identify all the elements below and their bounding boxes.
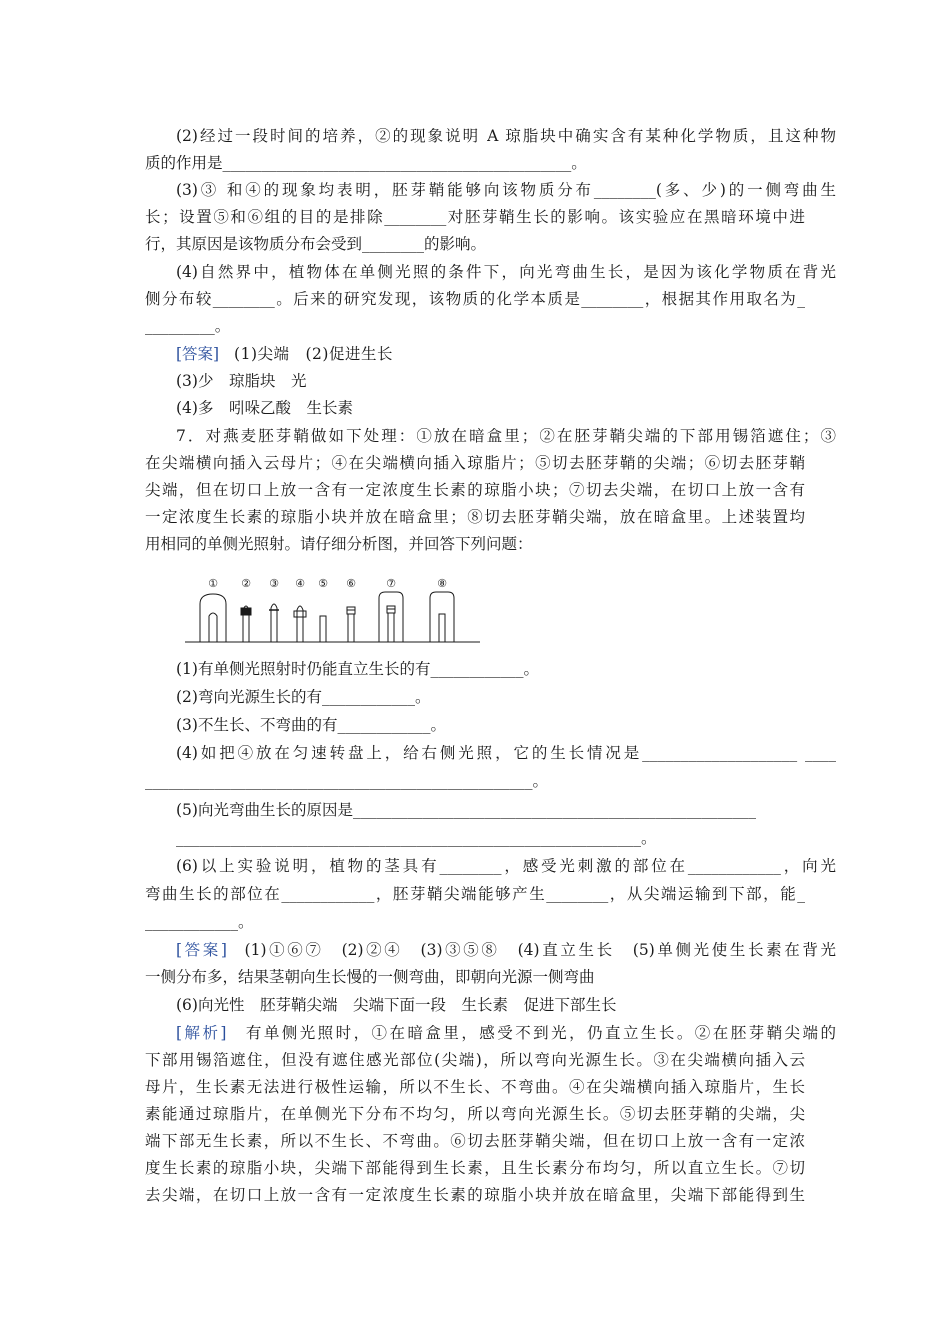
coleoptile-7 xyxy=(388,613,394,642)
q7-answer-line3: (6)向光性 胚芽鞘尖端 尖端下面一段 生长素 促进下部生长 xyxy=(176,996,617,1014)
answer-tag: [答案] xyxy=(176,345,220,363)
coleoptile-experiment-figure xyxy=(180,570,490,650)
q6-part3-line3: 行，其原因是该物质分布会受到________的影响。 xyxy=(145,235,487,253)
q6-part2-line1: (2)经过一段时间的培养，②的现象说明 A 琼脂块中确实含有某种化学物质，且这种物 xyxy=(176,127,836,145)
q7-sub1: (1)有单侧光照射时仍能直立生长的有____________。 xyxy=(176,660,539,678)
q7-answer-line2: 一侧分布多，结果茎朝向生长慢的一侧弯曲，即朝向光源一侧弯曲 xyxy=(145,968,595,986)
dark-box-7 xyxy=(379,592,403,642)
q7-analysis-line1 xyxy=(176,1023,836,1043)
q6-answer-text-1: (1)尖端 (2)促进生长 xyxy=(234,345,393,363)
q6-answer-line3: (4)多 吲哚乙酸 生长素 xyxy=(176,399,353,417)
q7-analysis-line7: 去尖端，在切口上放一含有一定浓度生长素的琼脂小块并放在暗盒里，尖端下部能得到生 xyxy=(145,1186,805,1204)
q7-analysis-line3: 母片，生长素无法进行极性运输，所以不生长、不弯曲。④在尖端横向插入琼脂片，生长 xyxy=(145,1078,805,1096)
q6-part4-line2: 侧分布较________。后来的研究发现，该物质的化学本质是________，根据其作用取名为_ xyxy=(145,290,805,308)
q7-answer-text-1: (1)①⑥⑦ (2)②④ (3)③⑤⑧ (4)直立生长 (5)单侧光使生长素在背光 xyxy=(244,941,836,959)
q7-analysis-line2: 下部用锡箔遮住，但没有遮住感光部位(尖端)，所以弯向光源生长。③在尖端横向插入云 xyxy=(145,1051,805,1069)
q7-stem-line4: 一定浓度生长素的琼脂小块并放在暗盒里；⑧切去胚芽鞘尖端，放在暗盒里。上述装置均 xyxy=(145,508,805,526)
q7-stem-line3: 尖端，但在切口上放一含有一定浓度生长素的琼脂小块；⑦切去尖端，在切口上放一含有 xyxy=(145,481,805,499)
q7-sub3: (3)不生长、不弯曲的有____________。 xyxy=(176,716,446,734)
q6-part3-line2: 长；设置⑤和⑥组的目的是排除________对胚芽鞘生长的影响。该实验应在黑暗环境中进 xyxy=(145,208,805,226)
dark-box-8 xyxy=(430,592,454,642)
q7-analysis-line5: 端下部无生长素，所以不生长、不弯曲。⑥切去胚芽鞘尖端，但在切口上放一含有一定浓 xyxy=(145,1132,805,1150)
agar-sheet-4 xyxy=(294,611,306,617)
q7-sub5-line1: (5)向光弯曲生长的原因是____________________________________________________ xyxy=(176,801,756,819)
q7-analysis-line6: 度生长素的琼脂小块，尖端下部能得到生长素，且生长素分布均匀，所以直立生长。⑦切 xyxy=(145,1159,805,1177)
q6-part4-line3: _________。 xyxy=(145,317,231,335)
q7-analysis-line4: 素能通过琼脂片，在单侧光下分布不均匀，所以弯向光源生长。⑤切去胚芽鞘的尖端，尖 xyxy=(145,1105,805,1123)
figure-label-4: ④ xyxy=(295,577,305,590)
q6-answer-line1 xyxy=(176,344,836,364)
figure-label-2: ② xyxy=(241,577,251,590)
figure-label-6: ⑥ xyxy=(346,577,356,590)
q7-stem-line1: 7．对燕麦胚芽鞘做如下处理：①放在暗盒里；②在胚芽鞘尖端的下部用锡箔遮住；③ xyxy=(176,427,836,445)
q7-sub6-line2: 弯曲生长的部位在____________，胚芽鞘尖端能够产生________，从尖端运输到下部，能_ xyxy=(145,885,805,903)
q7-stem-line5: 用相同的单侧光照射。请仔细分析图，并回答下列问题： xyxy=(145,535,533,553)
q7-sub2: (2)弯向光源生长的有____________。 xyxy=(176,688,431,706)
tin-foil-2 xyxy=(241,608,251,615)
q7-stem-line2: 在尖端横向插入云母片；④在尖端横向插入琼脂片；⑤切去胚芽鞘的尖端；⑥切去胚芽鞘 xyxy=(145,454,805,472)
q6-part2-line2: 质的作用是_____________________________________________。 xyxy=(145,154,587,172)
analysis-tag: [解析] xyxy=(176,1024,227,1042)
figure-label-3: ③ xyxy=(269,577,279,590)
q7-sub5-line2: ____________________________________________________________。 xyxy=(176,829,657,847)
q7-analysis-text-1: 有单侧光照时，①在暗盒里，感受不到光，仍直立生长。②在胚芽鞘尖端的 xyxy=(245,1024,836,1042)
figure-label-1: ① xyxy=(208,577,218,590)
q7-sub6-line1: (6)以上实验说明，植物的茎具有________，感受光刺激的部位在____________，向光 xyxy=(176,857,836,875)
dark-box-1 xyxy=(200,594,226,642)
q7-answer-line1 xyxy=(176,940,836,960)
coleoptile-6 xyxy=(348,614,354,642)
coleoptile-5 xyxy=(320,616,326,642)
q7-sub6-line3: ____________。 xyxy=(145,913,254,931)
figure-label-8: ⑧ xyxy=(437,577,447,590)
q6-part3-line1: (3)③ 和④的现象均表明，胚芽鞘能够向该物质分布________(多、少)的一侧弯曲生 xyxy=(176,181,836,199)
figure-label-7: ⑦ xyxy=(386,577,396,590)
q6-answer-line2: (3)少 琼脂块 光 xyxy=(176,372,307,390)
coleoptile-8 xyxy=(439,614,445,642)
q6-part4-line1: (4)自然界中，植物体在单侧光照的条件下，向光弯曲生长，是因为该化学物质在背光 xyxy=(176,263,836,281)
q7-sub4-line1: (4)如把④放在匀速转盘上，给右侧光照，它的生长情况是____________________ ____ xyxy=(176,744,836,762)
answer-tag: [答案] xyxy=(176,941,227,959)
q7-sub4-line2: __________________________________________________。 xyxy=(145,772,549,790)
coleoptile-1 xyxy=(209,613,217,642)
figure-label-5: ⑤ xyxy=(318,577,328,590)
